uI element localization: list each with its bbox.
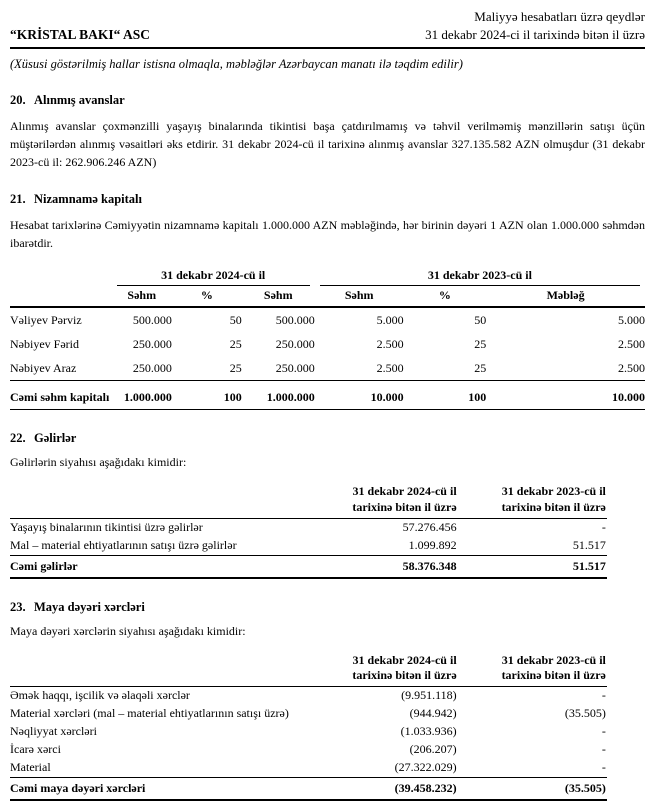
row-label: İcarə xərci [10, 742, 61, 757]
value-cell: (39.458.232) [344, 777, 457, 800]
value-cell: 51.517 [458, 537, 607, 556]
section-20-body: Alınmış avanslar çoxmənzilli yaşayış binalarında tikintisi başa çatdırılmamış və təhvil verilməmiş mənzillərin satışı üçün müştərilərdən alınmış vəsaitləri əks etdirir. 31 dekabr 2024-cü il tarixinə alınmış avanslar 327.135.582 AZN olmuşdur (31 dekabr 2023-cü il: 262.906.246 AZN) [10, 119, 645, 170]
table-row [10, 686, 607, 705]
total-row [10, 381, 645, 410]
value-cell: 5.000 [376, 313, 404, 328]
col-header: Səhm [242, 286, 315, 307]
section-21-title: Nizamnamə kapitalı [34, 192, 142, 207]
value-cell: 58.376.348 [344, 555, 457, 578]
value-cell: 250.000 [275, 337, 315, 352]
table-row [10, 518, 607, 537]
shareholder-name: Vəliyev Pərviz [10, 313, 82, 328]
value-cell: - [601, 742, 606, 757]
value-cell: 50 [229, 313, 242, 328]
section-20-heading [10, 93, 645, 108]
section-20-number: 20. [10, 93, 26, 108]
value-cell: 1.000.000 [112, 381, 172, 410]
revenue-table-header-row [10, 484, 607, 518]
value-cell: 250.000 [132, 337, 172, 352]
value-cell: 2.500 [486, 356, 645, 381]
value-cell: (944.942) [409, 706, 457, 721]
col-header-2024: 31 dekabr 2024-cü il tarixinə bitən il üzrə [344, 653, 457, 687]
value-cell: 25 [404, 356, 487, 381]
section-22-heading [10, 431, 645, 446]
section-21-number: 21. [10, 192, 26, 207]
report-title-line2: 31 dekabr 2024-ci il tarixində bitən il üzrə [425, 27, 645, 43]
value-cell: - [601, 520, 606, 535]
shareholders-table [10, 268, 645, 410]
blank-cell [10, 484, 344, 518]
total-label: Cəmi maya dəyəri xərcləri [10, 777, 344, 800]
row-label: Mal – material ehtiyatlarının satışı üzrə gəlirlər [10, 537, 344, 556]
value-cell: (35.505) [564, 706, 606, 721]
blank-cell [10, 286, 112, 307]
cost-table-header-row [10, 653, 607, 687]
revenue-table [10, 484, 607, 578]
report-title-block [425, 8, 645, 44]
share-table-subheader-row [10, 286, 645, 307]
share-table-group-header-row [10, 268, 645, 286]
total-label: Cəmi səhm kapitalı [10, 381, 112, 410]
table-row [10, 705, 607, 723]
section-20-title: Alınmış avanslar [34, 93, 125, 108]
blank-cell [10, 653, 344, 687]
value-cell: - [601, 724, 606, 739]
value-cell: 10.000 [486, 381, 645, 410]
total-label: Cəmi gəlirlər [10, 555, 344, 578]
value-cell: 2.500 [376, 337, 404, 352]
value-cell: 5.000 [618, 313, 645, 328]
value-cell: 57.276.456 [402, 520, 457, 535]
value-cell: - [601, 688, 606, 703]
table-row [10, 537, 607, 556]
row-label: Material [10, 759, 344, 778]
value-cell: (9.951.118) [401, 688, 457, 703]
value-cell: 51.517 [458, 555, 607, 578]
total-row [10, 555, 607, 578]
col-header: Səhm [315, 286, 404, 307]
row-label: Yaşayış binalarının tikintisi üzrə gəlirlər [10, 520, 203, 535]
value-cell: 50 [474, 313, 487, 328]
value-cell: 25 [172, 356, 242, 381]
shareholder-name: Nəbiyev Araz [10, 356, 112, 381]
total-row [10, 777, 607, 800]
value-cell: 250.000 [242, 356, 315, 381]
header-rule [10, 47, 645, 49]
col-header-2024: 31 dekabr 2024-cü il tarixinə bitən il üzrə [344, 484, 457, 518]
value-cell: 25 [474, 337, 487, 352]
value-cell: 1.099.892 [344, 537, 457, 556]
table-row [10, 307, 645, 332]
value-cell: 1.000.000 [242, 381, 315, 410]
table-row [10, 723, 607, 741]
report-title-line1: Maliyyə hesabatları üzrə qeydlər [474, 9, 645, 24]
row-label: Nəqliyyat xərcləri [10, 724, 97, 739]
table-row [10, 741, 607, 759]
value-cell: 2.500 [315, 356, 404, 381]
shareholder-name: Nəbiyev Fərid [10, 337, 79, 352]
value-cell: 2.500 [618, 337, 645, 352]
group-header-2023: 31 dekabr 2023-cü il [315, 268, 645, 286]
blank-cell [10, 268, 112, 286]
col-header: % [172, 286, 242, 307]
row-label: Material xərcləri (mal – material ehtiyatlarının satışı üzrə) [10, 706, 289, 721]
company-name: “KRİSTAL BAKI“ ASC [10, 27, 151, 43]
group-header-2024: 31 dekabr 2024-cü il [112, 268, 315, 286]
table-row [10, 356, 645, 381]
col-header: Səhm [112, 286, 172, 307]
col-header-2023: 31 dekabr 2023-cü il tarixinə bitən il üzrə [458, 484, 607, 518]
col-header: Məbləğ [486, 286, 645, 307]
value-cell: 25 [229, 337, 242, 352]
table-row [10, 759, 607, 778]
cost-table [10, 653, 607, 801]
currency-note: (Xüsusi göstərilmiş hallar istisna olmaqla, məbləğlər Azərbaycan manatı ilə təqdim edilir) [10, 57, 463, 72]
value-cell: (27.322.029) [344, 759, 457, 778]
value-cell: (1.033.936) [400, 724, 457, 739]
col-header-2023: 31 dekabr 2023-cü il tarixinə bitən il üzrə [458, 653, 607, 687]
value-cell: - [458, 759, 607, 778]
value-cell: 100 [172, 381, 242, 410]
value-cell: 250.000 [112, 356, 172, 381]
section-22-number: 22. [10, 431, 26, 446]
section-23-number: 23. [10, 599, 26, 614]
row-label: Əmək haqqı, işcilik və əlaqəli xərclər [10, 688, 190, 703]
section-23-lead: Maya dəyəri xərclərin siyahısı aşağıdakı kimidir: [10, 623, 246, 638]
value-cell: 10.000 [315, 381, 404, 410]
section-22-title: Gəlirlər [34, 431, 77, 446]
value-cell: (206.207) [409, 742, 457, 757]
document-header [10, 8, 645, 44]
section-22-lead: Gəlirlərin siyahısı aşağıdakı kimidir: [10, 455, 187, 470]
table-row [10, 332, 645, 356]
value-cell: 500.000 [132, 313, 172, 328]
value-cell: (35.505) [458, 777, 607, 800]
section-21-heading [10, 192, 645, 207]
section-23-title: Maya dəyəri xərcləri [34, 599, 145, 614]
value-cell: 500.000 [275, 313, 315, 328]
col-header: % [404, 286, 487, 307]
value-cell: 100 [404, 381, 487, 410]
section-21-body: Hesabat tarixlərinə Cəmiyyətin nizamnamə kapitalı 1.000.000 AZN məbləğində, hər birinin dəyəri 1 AZN olan 1.000.000 səhmdən ibarətdir. [10, 218, 645, 251]
section-23-heading [10, 600, 645, 615]
